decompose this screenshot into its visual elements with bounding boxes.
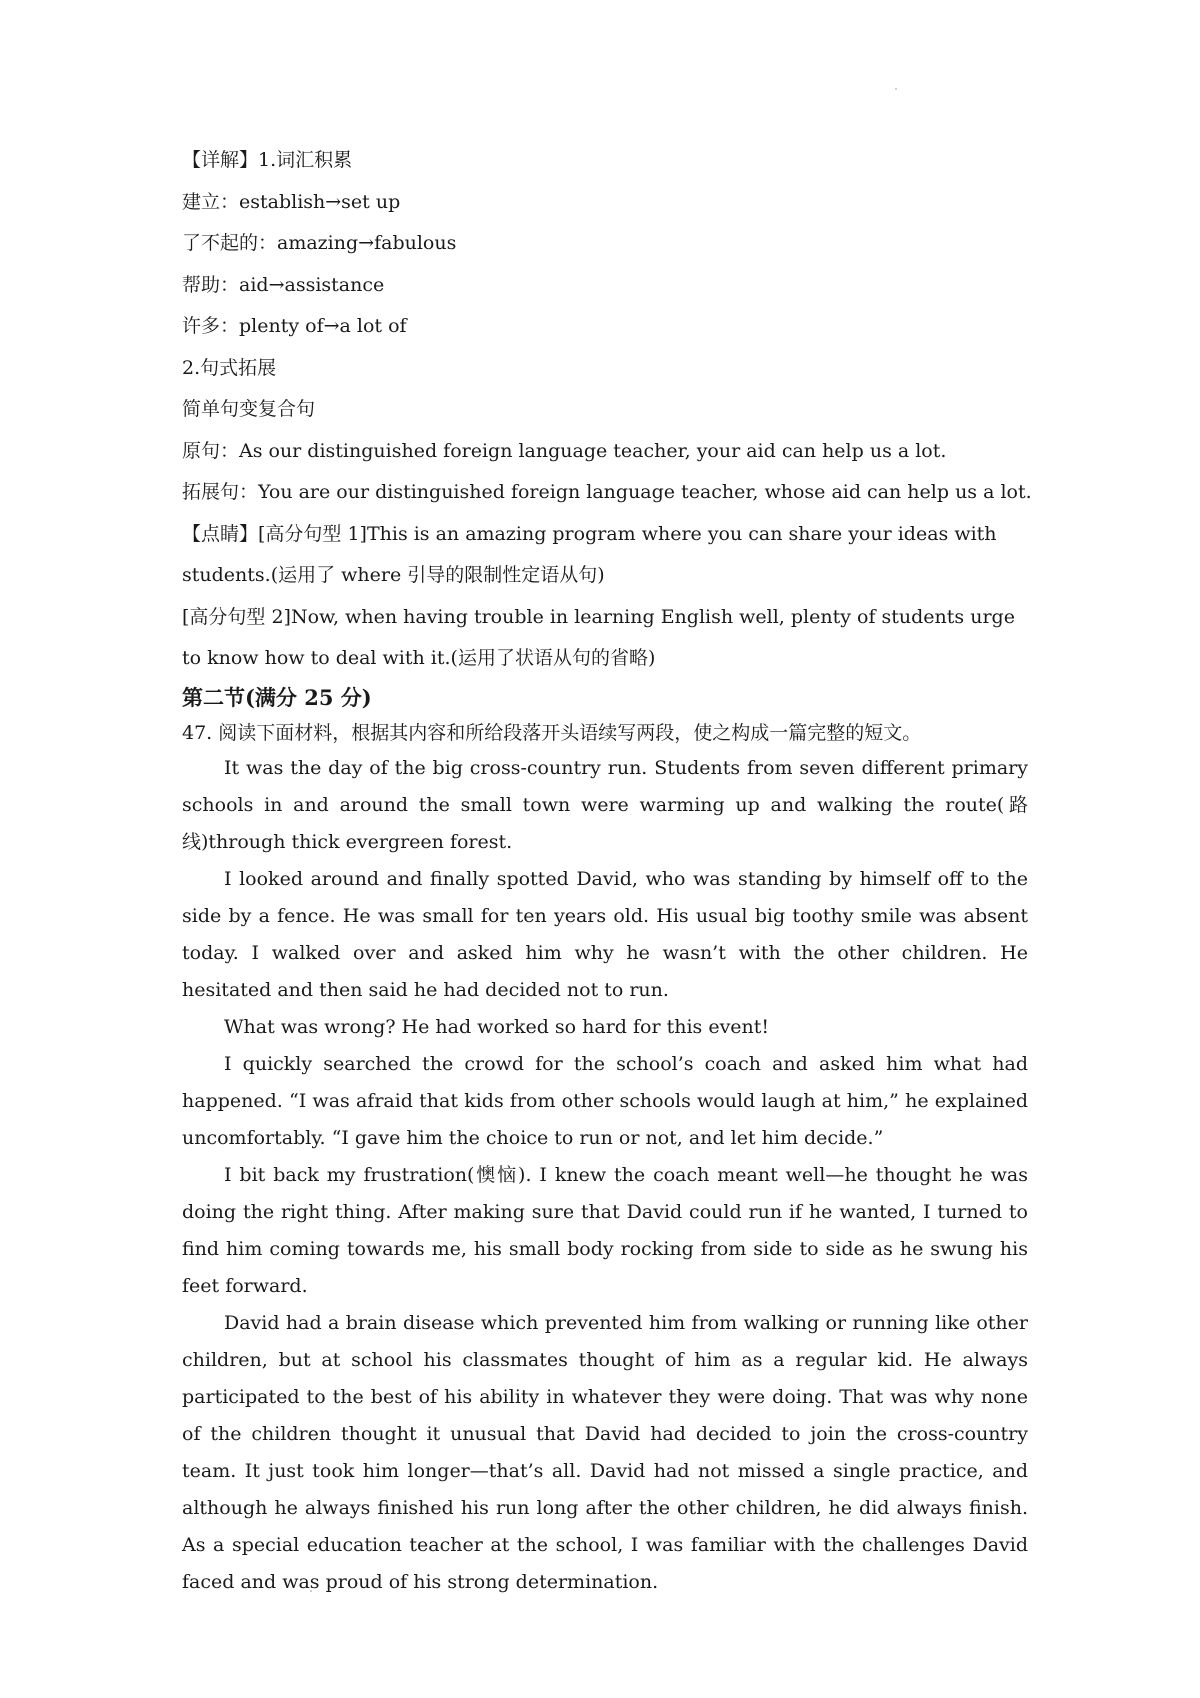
story-paragraph: It was the day of the big cross-country run. Students from seven different primary schools in and around the small town were warming up and walking the route(路线)through thick evergreen forest. bbox=[182, 756, 1028, 853]
vocab-item: 帮助：aid→assistance bbox=[182, 273, 385, 296]
sentence-section-title: 2.句式拓展 bbox=[182, 356, 277, 379]
vocab-item: 了不起的：amazing→fabulous bbox=[182, 232, 457, 254]
question-prompt: 47. 阅读下面材料，根据其内容和所给段落开头语续写两段，使之构成一篇完整的短文。 bbox=[182, 721, 922, 744]
detail-heading: 【详解】1.词汇积累 bbox=[182, 149, 353, 171]
sentence-section-subtitle: 简单句变复合句 bbox=[182, 398, 316, 420]
story-text bbox=[182, 750, 1028, 1601]
vocab-item: 建立：establish→set up bbox=[182, 190, 401, 213]
story-paragraph: I looked around and finally spotted David, who was standing by himself off to the side by a fence. He was small for ten years old. His usual big toothy smile was absent today. I walked over and asked him why he wasn’t with the other children. He hesitated and then said he had decided not to run. bbox=[182, 867, 1028, 1001]
highlight-point-1: 【点睛】[高分句型 1]This is an amazing program where you can share your ideas with students.(运用了 where 引导的限制性定语从句) bbox=[182, 522, 997, 586]
story-paragraph: David had a brain disease which prevented him from walking or running like other children, but at school his classmates thought of him as a regular kid. He always participated to the best of his ability in whatever they were doing. That was why none of the children thought it unusual that David had decided to join the cross-country team. It just took him longer—that’s all. David had not missed a single practice, and although he always finished his run long after the other children, he did always finish. As a special education teacher at the school, I was familiar with the challenges David faced and was proud of his strong determination. bbox=[182, 1311, 1028, 1593]
section-title: 第二节(满分 25 分) bbox=[182, 684, 372, 710]
story-paragraph: What was wrong? He had worked so hard for this event! bbox=[224, 1015, 770, 1038]
expanded-sentence: 拓展句：You are our distinguished foreign language teacher, whose aid can help us a lot. bbox=[182, 481, 1032, 503]
document-page bbox=[182, 140, 1032, 1601]
original-sentence: 原句：As our distinguished foreign language teacher, your aid can help us a lot. bbox=[182, 439, 947, 462]
story-paragraph: I bit back my frustration(懊恼). I knew the coach meant well—he thought he was doing the right thing. After making sure that David could run if he wanted, I turned to find him coming towards me, his small body rocking from side to side as he swung his feet forward. bbox=[182, 1163, 1028, 1297]
story-paragraph: I quickly searched the crowd for the school’s coach and asked him what had happened. “I was afraid that kids from other schools would laugh at him,” he explained uncomfortably. “I gave him the choice to run or not, and let him decide.” bbox=[182, 1052, 1028, 1149]
scan-speck bbox=[895, 88, 897, 90]
highlight-point-2: [高分句型 2]Now, when having trouble in learning English well, plenty of students urge to know how to deal with it.(运用了状语从句的省略) bbox=[182, 605, 1015, 669]
vocab-item: 许多：plenty of→a lot of bbox=[182, 315, 407, 337]
